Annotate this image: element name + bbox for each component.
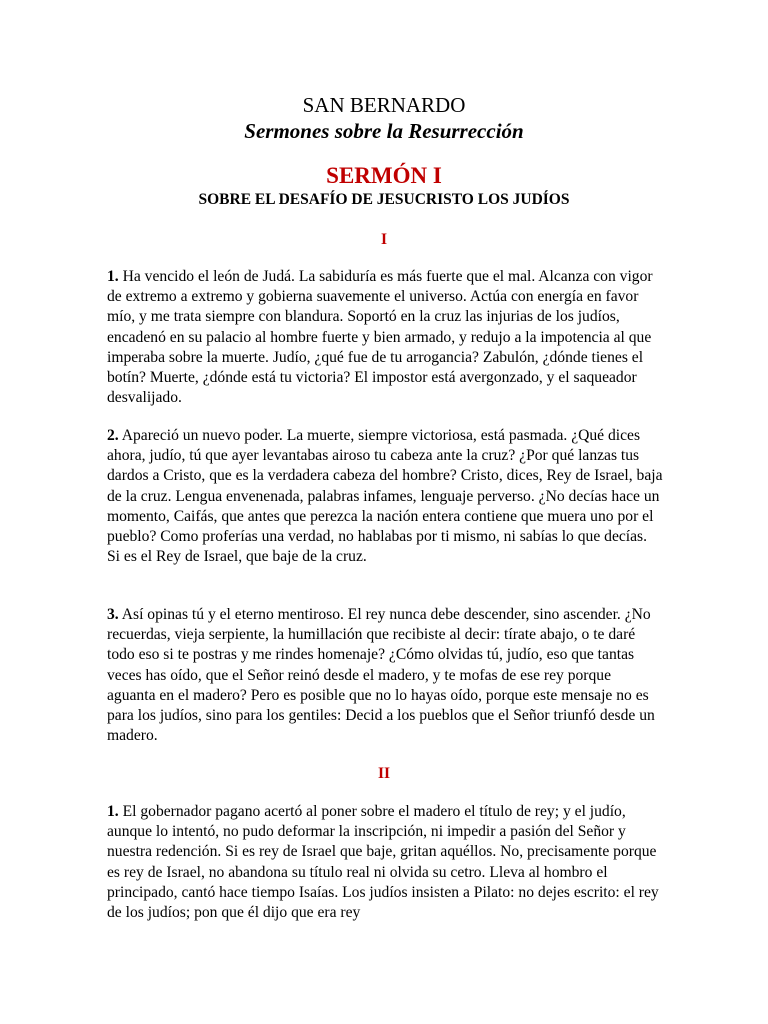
paragraph-text: El gobernador pagano acertó al poner sobre el madero el título de rey; y el judío, aunque lo intentó, no pudo deformar la inscripción, ni impedir a pasión del Señor y nuestra redención. Si es rey de Israel que baje, gritan aquéllos. No, precisamente porque es rey de Israel, no abandona su título real ni olvida su cetro. Lleva al hombro el principado, cantó hace tiempo Isaías. Los judíos insisten a Pilato: no dejes escrito: el rey de los judíos; pon que él dijo que era rey xyxy=(107,803,659,922)
paragraph xyxy=(107,802,663,923)
paragraph-text: Ha vencido el león de Judá. La sabiduría es más fuerte que el mal. Alcanza con vigor de extremo a extremo y gobierna suavemente el universo. Actúa con energía en favor mío, y me trata siempre con blandura. Soportó en la cruz las injurias de los judíos, encadenó en su palacio al hombre fuerte y bien armado, y redujo a la impotencia al que imperaba sobre la muerte. Judío, ¿qué fue de tu arrogancia? Zabulón, ¿dónde tienes el botín? Muerte, ¿dónde está tu victoria? El impostor está avergonzado, y el saqueador desvalijado. xyxy=(107,268,653,407)
paragraph xyxy=(107,426,663,567)
sermon-title: SERMÓN I xyxy=(326,163,442,188)
paragraph-number: 1. xyxy=(107,268,119,285)
author-heading: SAN BERNARDO xyxy=(302,93,466,117)
section-label-ii: II xyxy=(377,765,391,782)
paragraph-number: 3. xyxy=(107,606,119,623)
paragraph xyxy=(107,605,663,746)
paragraph-number: 2. xyxy=(107,427,119,444)
paragraph-text: Así opinas tú y el eterno mentiroso. El rey nunca debe descender, sino ascender. ¿No recuerdas, vieja serpiente, la humillación que recibiste al decir: tírate abajo, o te daré todo eso si te postras y me rindes homenaje? ¿Cómo olvidas tú, judío, eso que tantas veces has oído, que el Señor reinó desde el madero, y te mofas de ese rey porque aguanta en el madero? Pero es posible que no lo hayas oído, porque este mensaje no es para los judíos, sino para los gentiles: Decid a los pueblos que el Señor triunfó desde un madero. xyxy=(107,606,655,745)
sermon-subtitle: SOBRE EL DESAFÍO DE JESUCRISTO LOS JUDÍOS xyxy=(198,191,570,208)
section-label-i: I xyxy=(380,231,388,248)
paragraph-text: Apareció un nuevo poder. La muerte, siempre victoriosa, está pasmada. ¿Qué dices ahora, judío, tú que ayer levantabas airoso tu cabeza ante la cruz? ¿Por qué lanzas tus dardos a Cristo, que es la verdadera cabeza del hombre? Cristo, dices, Rey de Israel, baja de la cruz. Lengua envenenada, palabras infames, lenguaje perverso. ¿No decías hace un momento, Caifás, que antes que perezca la nación entera contiene que muera uno por el pueblo? Como proferías una verdad, no hablabas por ti mismo, ni sabías lo que decías. Si es el Rey de Israel, que baje de la cruz. xyxy=(107,427,663,566)
paragraph xyxy=(107,267,663,408)
paragraph-number: 1. xyxy=(107,803,119,820)
work-title: Sermones sobre la Resurrección xyxy=(244,119,524,143)
